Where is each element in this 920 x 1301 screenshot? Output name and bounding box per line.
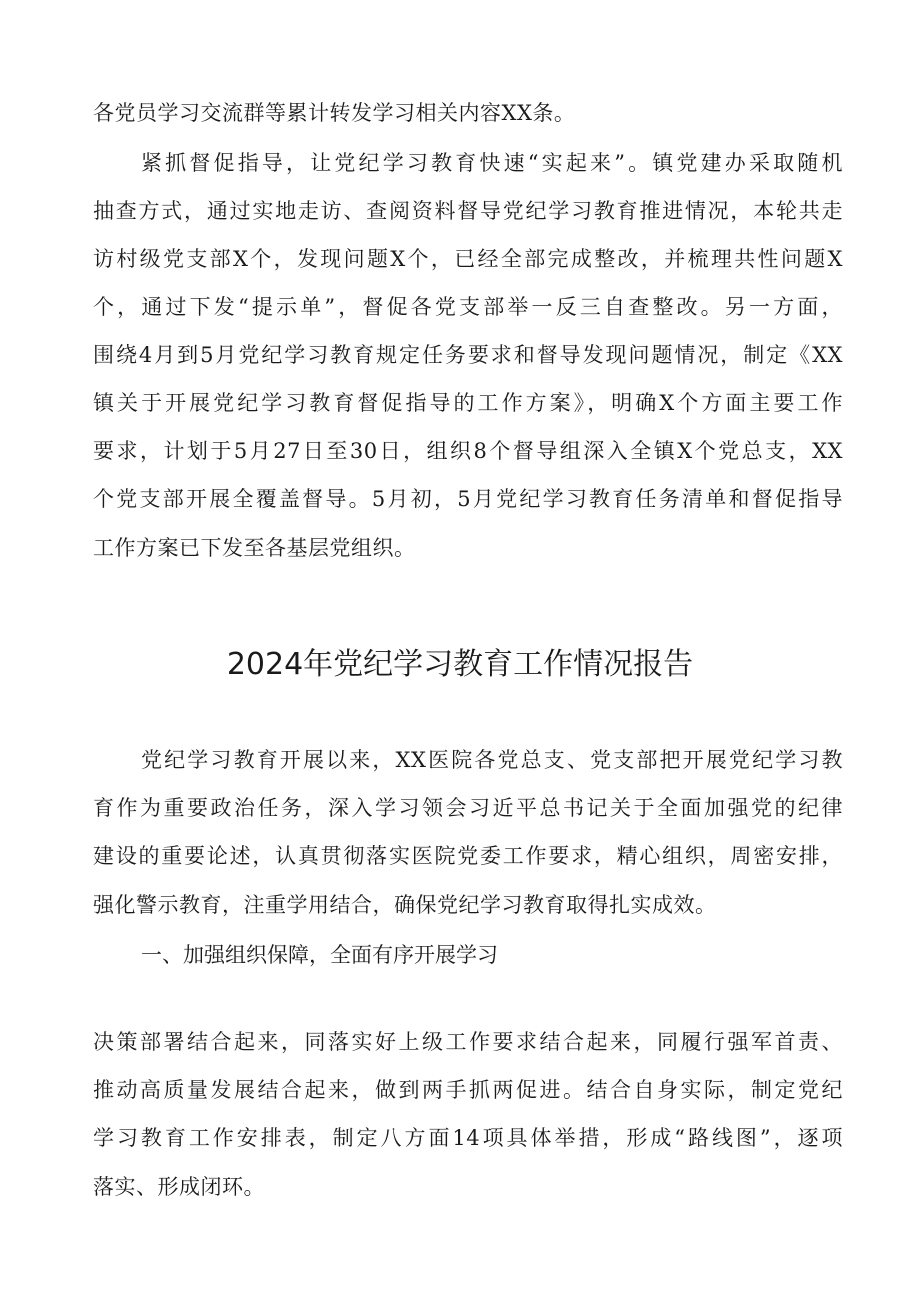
paragraph-line: 落实、形成闭环。 xyxy=(93,1175,265,1199)
paragraph-line: 育作为重要政治任务，深入学习领会习近平总书记关于全面加强党的纪律 xyxy=(93,796,843,820)
report-title: 2024年党纪学习教育工作情况报告 xyxy=(226,647,694,682)
paragraph-line: 学习教育工作安排表，制定八方面14项具体举措，形成“路线图”，逐项 xyxy=(93,1126,843,1150)
section-heading: 一、加强组织保障，全面有序开展学习 xyxy=(141,943,498,967)
paragraph-line: 镇关于开展党纪学习教育督促指导的工作方案》，明确X个方面主要工作 xyxy=(93,391,843,415)
paragraph-line: 紧抓督促指导，让党纪学习教育快速“实起来”。镇党建办采取随机 xyxy=(141,151,843,175)
paragraph-line: 党纪学习教育开展以来，XX医院各党总支、党支部把开展党纪学习教 xyxy=(141,748,843,772)
paragraph-line: 各党员学习交流群等累计转发学习相关内容XX条。 xyxy=(93,101,576,125)
paragraph-line: 工作方案已下发至各基层党组织。 xyxy=(93,536,416,560)
paragraph-line: 推动高质量发展结合起来，做到两手抓两促进。结合自身实际，制定党纪 xyxy=(93,1078,843,1102)
paragraph-line: 要求，计划于5月27日至30日，组织8个督导组深入全镇X个党总支，XX xyxy=(93,439,843,463)
paragraph-line: 访村级党支部X个，发现问题X个，已经全部完成整改，并梳理共性问题X xyxy=(93,247,843,271)
paragraph-line: 决策部署结合起来，同落实好上级工作要求结合起来，同履行强军首责、 xyxy=(93,1030,843,1054)
paragraph-line: 个党支部开展全覆盖督导。5月初，5月党纪学习教育任务清单和督促指导 xyxy=(93,487,843,511)
paragraph-line: 围绕4月到5月党纪学习教育规定任务要求和督导发现问题情况，制定《XX xyxy=(93,343,843,367)
paragraph-line: 强化警示教育，注重学用结合，确保党纪学习教育取得扎实成效。 xyxy=(93,893,717,917)
paragraph-line: 建设的重要论述，认真贯彻落实医院党委工作要求，精心组织，周密安排， xyxy=(93,844,843,868)
paragraph-line: 抽查方式，通过实地走访、查阅资料督导党纪学习教育推进情况，本轮共走 xyxy=(93,199,843,223)
paragraph-line: 个，通过下发“提示单”，督促各党支部举一反三自查整改。另一方面， xyxy=(93,295,843,319)
